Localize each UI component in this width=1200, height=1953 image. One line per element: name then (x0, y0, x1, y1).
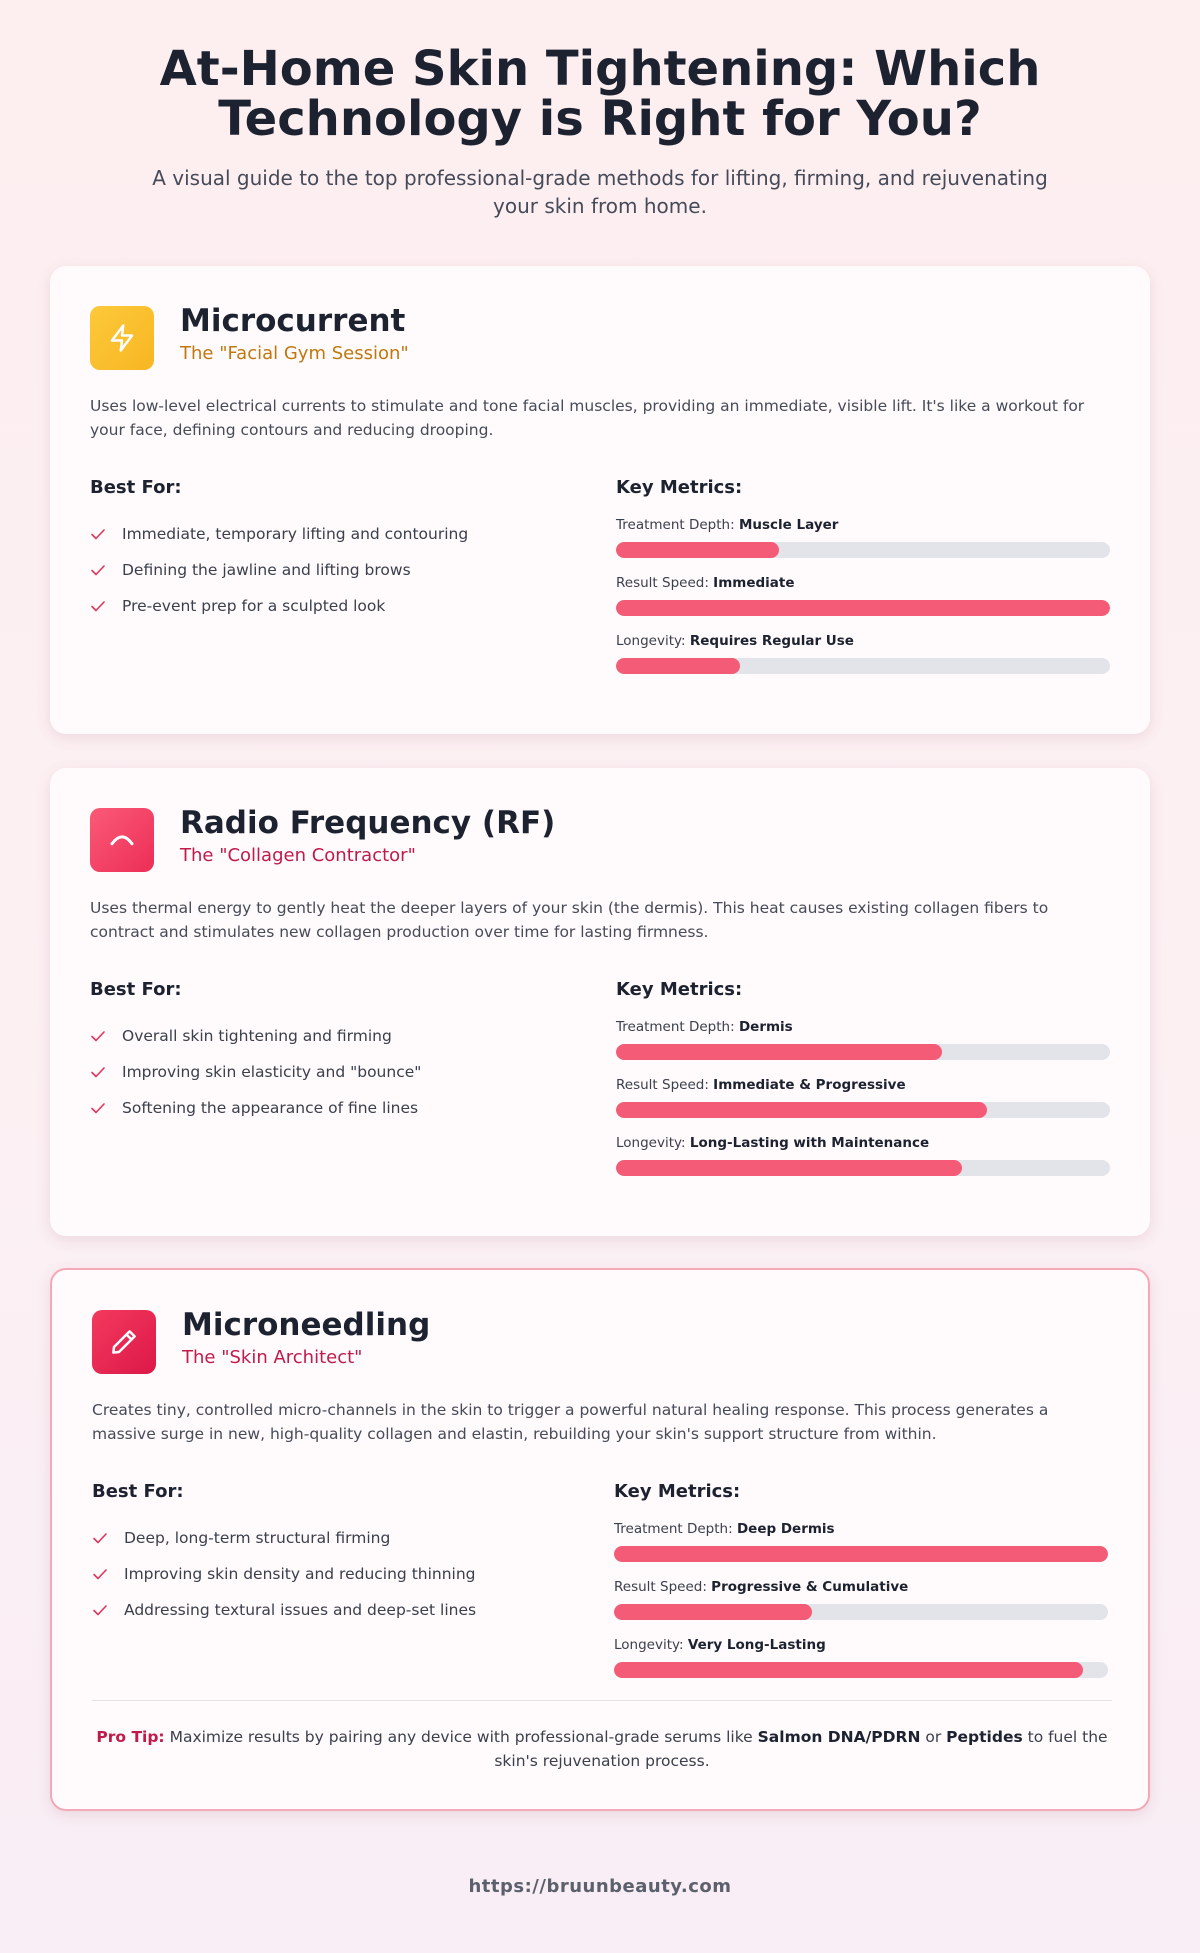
card-title: Radio Frequency (RF) (180, 805, 556, 841)
metric (616, 632, 1110, 674)
best-for-section (90, 978, 616, 1176)
key-metrics-heading: Key Metrics: (616, 979, 743, 1000)
card-tagline: The "Skin Architect" (182, 1347, 363, 1368)
metric-label: Result Speed: (614, 1579, 707, 1595)
metric-bar (614, 1546, 1108, 1562)
best-for-section (92, 1480, 614, 1678)
radio-frequency-card (50, 768, 1150, 1236)
pro-tip (92, 1725, 1112, 1773)
metric-bar-fill (616, 600, 1110, 616)
list-item (92, 1592, 614, 1628)
metric-bar (616, 1044, 1110, 1060)
metric-bar-fill (616, 1160, 962, 1176)
metric-value: Immediate (713, 575, 795, 591)
best-for-item: Overall skin tightening and firming (122, 1027, 392, 1045)
metric-bar-fill (616, 1102, 987, 1118)
check-icon (90, 1100, 106, 1116)
metric-bar-fill (616, 542, 779, 558)
metric-value: Deep Dermis (736, 1521, 835, 1537)
card-tagline: The "Facial Gym Session" (180, 343, 409, 364)
check-icon (90, 526, 106, 542)
metric-value: Progressive & Cumulative (711, 1579, 909, 1595)
metric (616, 1018, 1110, 1060)
check-icon (90, 1028, 106, 1044)
metric-bar (616, 1102, 1110, 1118)
list-item (92, 1520, 614, 1556)
metric-bar-fill (616, 1044, 942, 1060)
check-icon (92, 1530, 108, 1546)
metric (614, 1520, 1108, 1562)
metric (616, 574, 1110, 616)
metric-bar (616, 542, 1110, 558)
best-for-item: Defining the jawline and lifting brows (122, 561, 411, 579)
check-icon (90, 1064, 106, 1080)
metric-bar-fill (616, 658, 740, 674)
list-item (90, 1018, 616, 1054)
metric-value: Requires Regular Use (689, 633, 854, 649)
metric-label: Treatment Depth: (616, 517, 735, 533)
best-for-heading: Best For: (90, 979, 182, 1000)
page-subtitle: A visual guide to the top professional-grade methods for lifting, firming, and rejuvenating your skin from home. (152, 166, 1048, 218)
card-title: Microneedling (182, 1307, 431, 1343)
metric-bar (614, 1604, 1108, 1620)
metric-value: Dermis (738, 1019, 793, 1035)
best-for-item: Deep, long-term structural firming (124, 1529, 391, 1547)
metric-label: Treatment Depth: (614, 1521, 733, 1537)
key-metrics-heading: Key Metrics: (616, 477, 743, 498)
list-item (90, 588, 616, 624)
microcurrent-card (50, 266, 1150, 734)
metric-bar-fill (614, 1604, 812, 1620)
metric-bar (616, 658, 1110, 674)
best-for-item: Addressing textural issues and deep-set lines (124, 1601, 477, 1619)
best-for-section (90, 476, 616, 674)
metric-value: Immediate & Progressive (713, 1077, 906, 1093)
metric-label: Treatment Depth: (616, 1019, 735, 1035)
metric-bar-fill (614, 1662, 1083, 1678)
metric (616, 1076, 1110, 1118)
footer-url[interactable]: https://bruunbeauty.com (468, 1876, 732, 1897)
metric (614, 1636, 1108, 1678)
divider (92, 1700, 1112, 1701)
card-title: Microcurrent (180, 303, 406, 339)
list-item (92, 1556, 614, 1592)
pen-icon (92, 1310, 156, 1374)
key-metrics-section (616, 476, 1110, 674)
pro-tip-highlight: Peptides (946, 1728, 1023, 1746)
best-for-heading: Best For: (92, 1481, 184, 1502)
metric-value: Muscle Layer (738, 517, 839, 533)
pro-tip-text: or (920, 1728, 947, 1746)
metric-label: Longevity: (616, 633, 686, 649)
list-item (90, 516, 616, 552)
list-item (90, 1090, 616, 1126)
card-description: Creates tiny, controlled micro-channels in the skin to trigger a powerful natural healing response. This process generates a massive surge in new, high-quality collagen and elastin, rebuilding your skin's support structure from within. (92, 1401, 1049, 1443)
card-header (90, 303, 1110, 370)
metric (614, 1578, 1108, 1620)
check-icon (92, 1566, 108, 1582)
header (0, 0, 1200, 220)
metric (616, 1134, 1110, 1176)
metric-label: Result Speed: (616, 575, 709, 591)
metric (616, 516, 1110, 558)
metric-value: Very Long-Lasting (687, 1637, 826, 1653)
card-description: Uses low-level electrical currents to stimulate and tone facial muscles, providing an immediate, visible lift. It's like a workout for your face, defining contours and reducing drooping. (90, 397, 1085, 439)
metric-label: Result Speed: (616, 1077, 709, 1093)
card-tagline: The "Collagen Contractor" (180, 845, 416, 866)
list-item (90, 1054, 616, 1090)
metric-bar (616, 1160, 1110, 1176)
metric-value: Long-Lasting with Maintenance (689, 1135, 930, 1151)
metric-bar (616, 600, 1110, 616)
card-header (90, 805, 1110, 872)
key-metrics-section (614, 1480, 1108, 1678)
card-header (92, 1307, 1108, 1374)
best-for-item: Pre-event prep for a sculpted look (122, 597, 386, 615)
key-metrics-section (616, 978, 1110, 1176)
metric-bar (614, 1662, 1108, 1678)
lightning-icon (90, 306, 154, 370)
list-item (90, 552, 616, 588)
pro-tip-text: Maximize results by pairing any device with professional-grade serums like (164, 1728, 758, 1746)
card-description: Uses thermal energy to gently heat the deeper layers of your skin (the dermis). This heat causes existing collagen fibers to contract and stimulates new collagen production over time for lasting firmness. (90, 899, 1049, 941)
check-icon (90, 598, 106, 614)
arc-wave-icon (90, 808, 154, 872)
metric-bar-fill (614, 1546, 1108, 1562)
metric-label: Longevity: (616, 1135, 686, 1151)
pro-tip-highlight: Salmon DNA/PDRN (757, 1728, 921, 1746)
best-for-heading: Best For: (90, 477, 182, 498)
check-icon (90, 562, 106, 578)
key-metrics-heading: Key Metrics: (614, 1481, 741, 1502)
page-title: At-Home Skin Tightening: Which Technology is Right for You? (159, 41, 1041, 147)
best-for-item: Improving skin elasticity and "bounce" (122, 1063, 422, 1081)
pro-tip-text: to fuel the skin's rejuvenation process. (494, 1728, 1108, 1770)
best-for-item: Immediate, temporary lifting and contouring (122, 525, 469, 543)
microneedling-card (50, 1268, 1150, 1811)
metric-label: Longevity: (614, 1637, 684, 1653)
best-for-item: Improving skin density and reducing thinning (124, 1565, 476, 1583)
best-for-item: Softening the appearance of fine lines (122, 1099, 419, 1117)
check-icon (92, 1602, 108, 1618)
pro-tip-label: Pro Tip: (96, 1728, 165, 1746)
